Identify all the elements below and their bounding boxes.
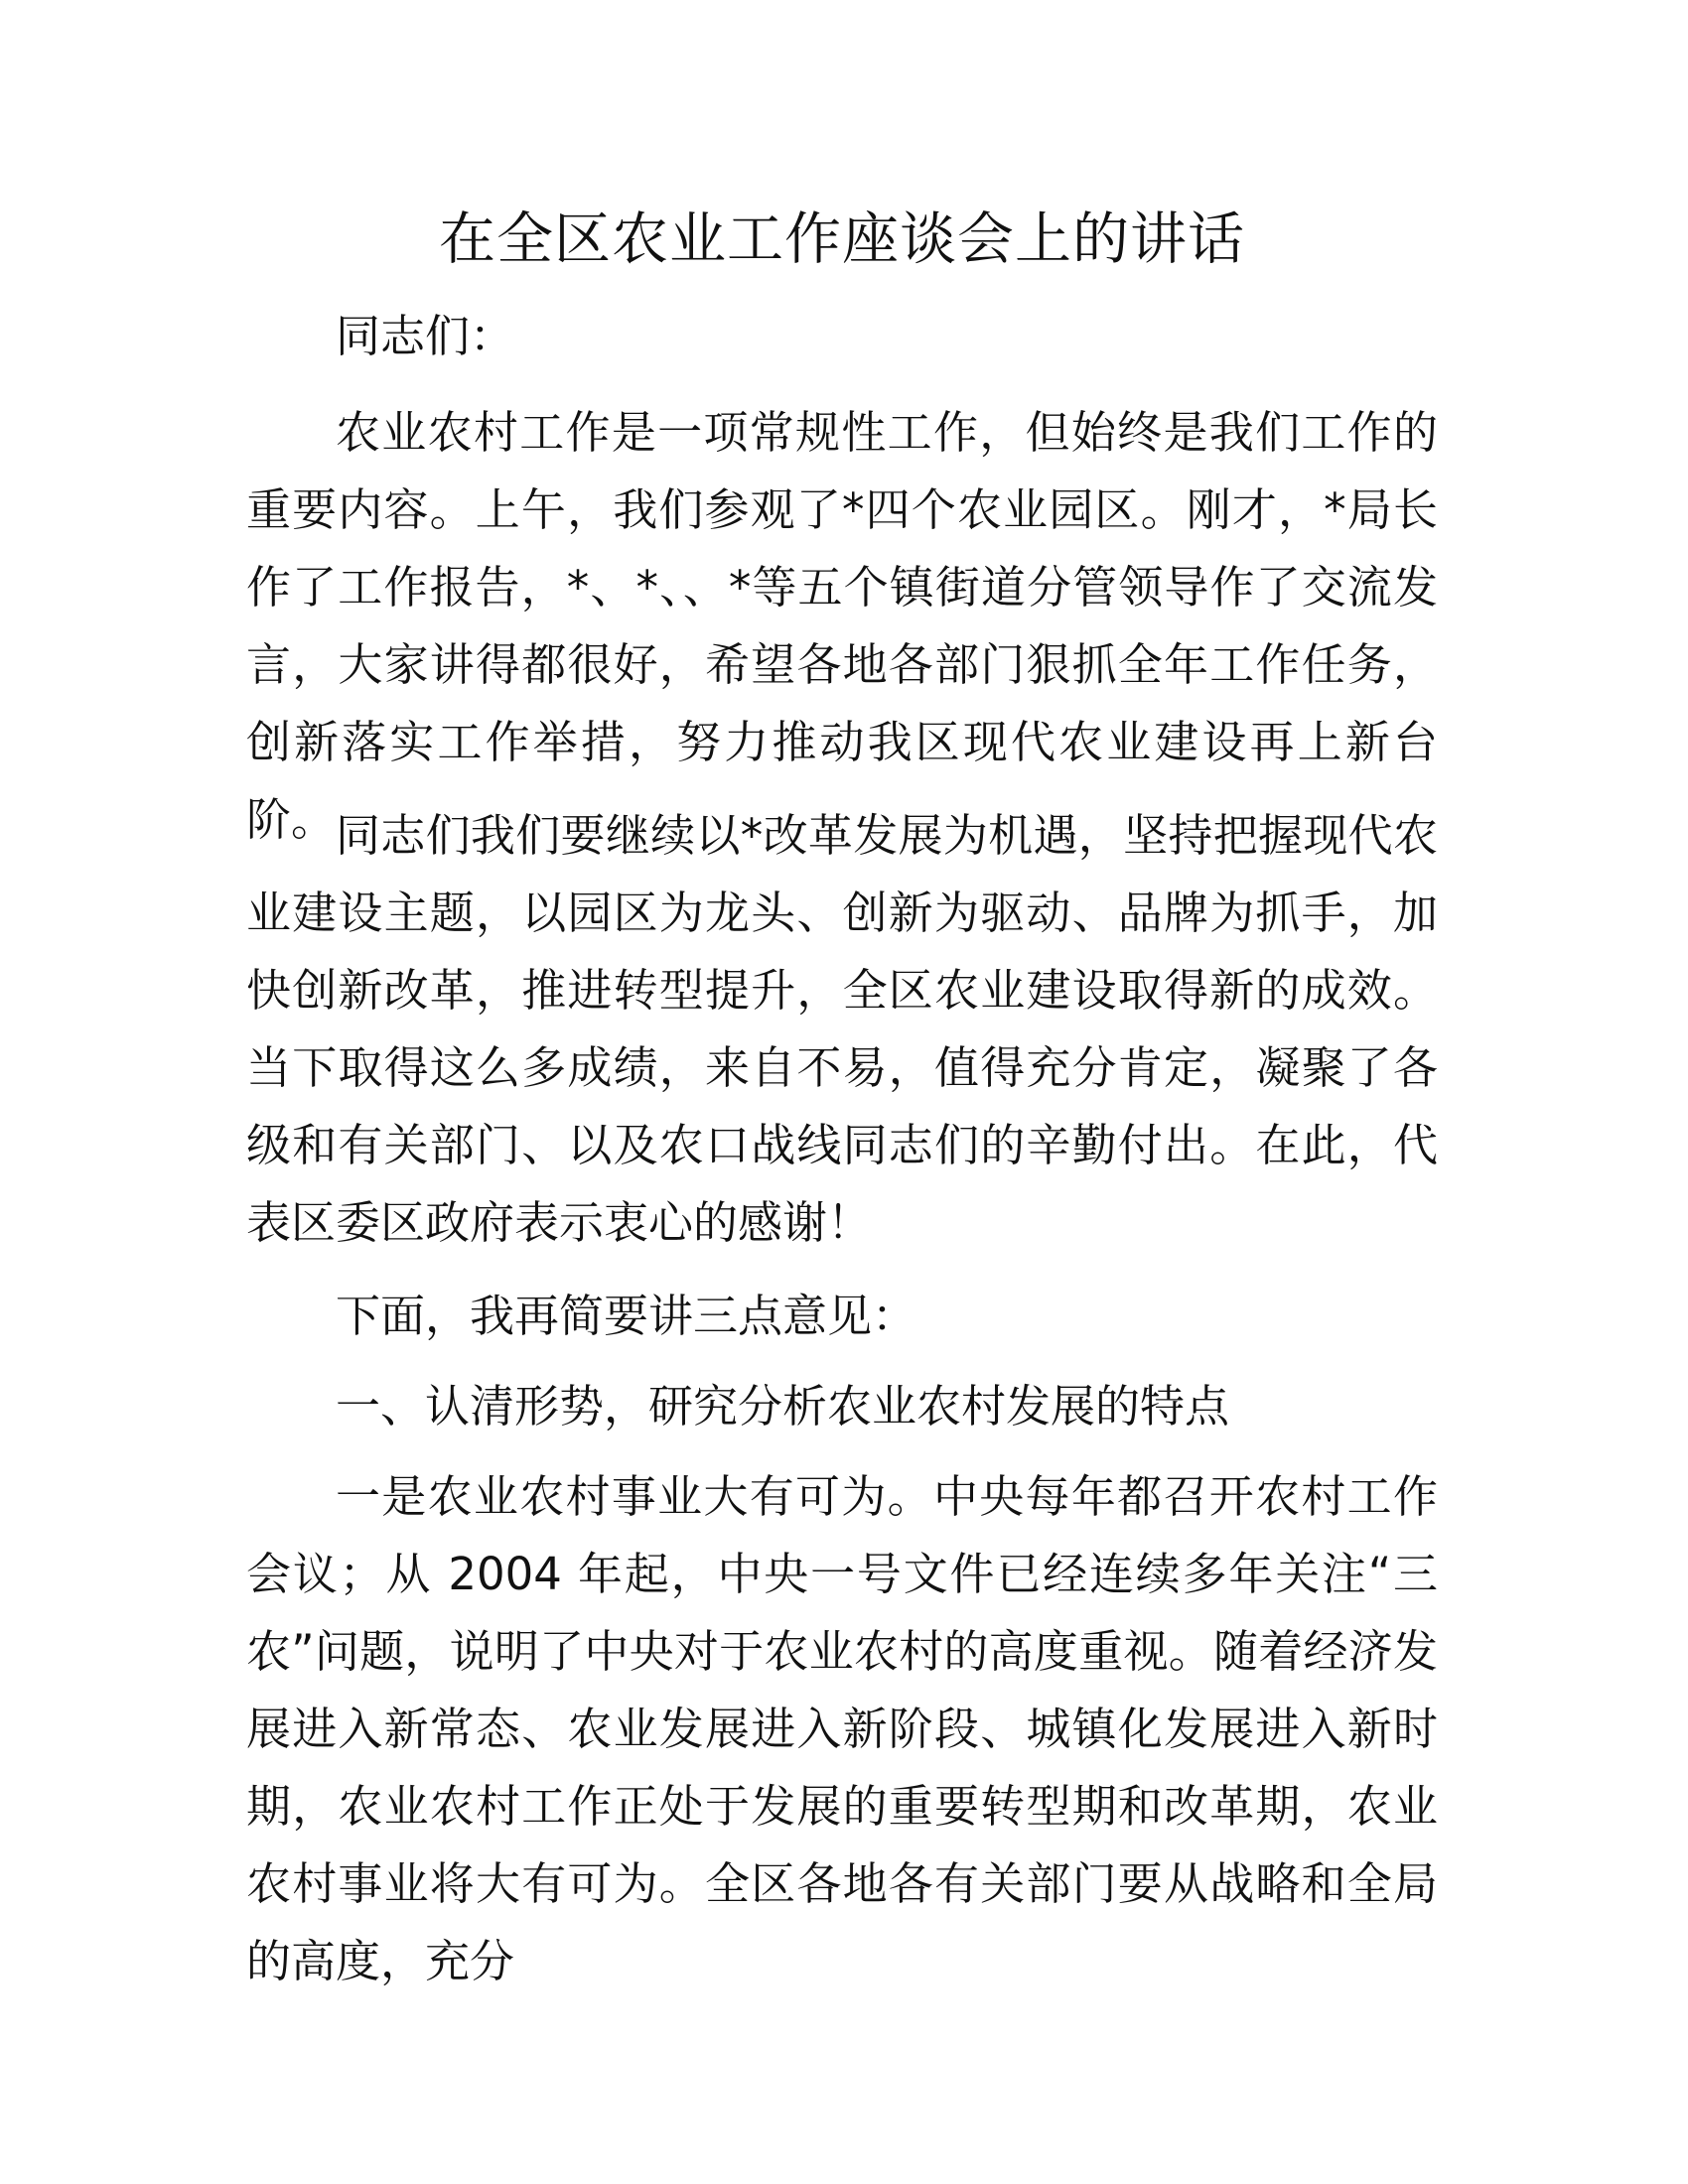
document-page <box>246 0 1438 2184</box>
paragraph-intro: 农业农村工作是一项常规性工作，但始终是我们工作的重要内容。上午，我们参观了*四个农业园区。刚才，*局长作了工作报告，*、*、、*等五个镇街道分管领导作了交流发言，大家讲得都很好，希望各地各部门狠抓全年工作任务，创新落实工作举措，努力推动我区现代农业建设再上新台阶。 <box>246 406 1438 846</box>
document-title: 在全区农业工作座谈会上的讲话 <box>439 206 1245 272</box>
paragraph-three-points: 下面，我再简要讲三点意见： <box>336 1290 917 1342</box>
paragraph-achievements: 同志们我们要继续以*改革发展为机遇，坚持把握现代农业建设主题，以园区为龙头、创新为驱动、品牌为抓手，加快创新改革，推进转型提升，全区农业建设取得新的成效。当下取得这么多成绩，来自不易，值得充分肯定，凝聚了各级和有关部门、以及农口战线同志们的辛勤付出。在此，代表区委区政府表示衷心的感谢！ <box>246 809 1438 1249</box>
paragraph-point-1: 一是农业农村事业大有可为。中央每年都召开农村工作会议；从 2004 年起，中央一号文件已经连续多年关注“三农”问题，说明了中央对于农业农村的高度重视。随着经济发展进入新常态、农业发展进入新阶段、城镇化发展进入新时期，农业农村工作正处于发展的重要转型期和改革期，农业农村事业将大有可为。全区各地各有关部门要从战略和全局的高度，充分 <box>246 1470 1438 1987</box>
greeting: 同志们： <box>336 310 515 362</box>
section-heading-1: 一、认清形势，研究分析农业农村发展的特点 <box>336 1380 1230 1433</box>
